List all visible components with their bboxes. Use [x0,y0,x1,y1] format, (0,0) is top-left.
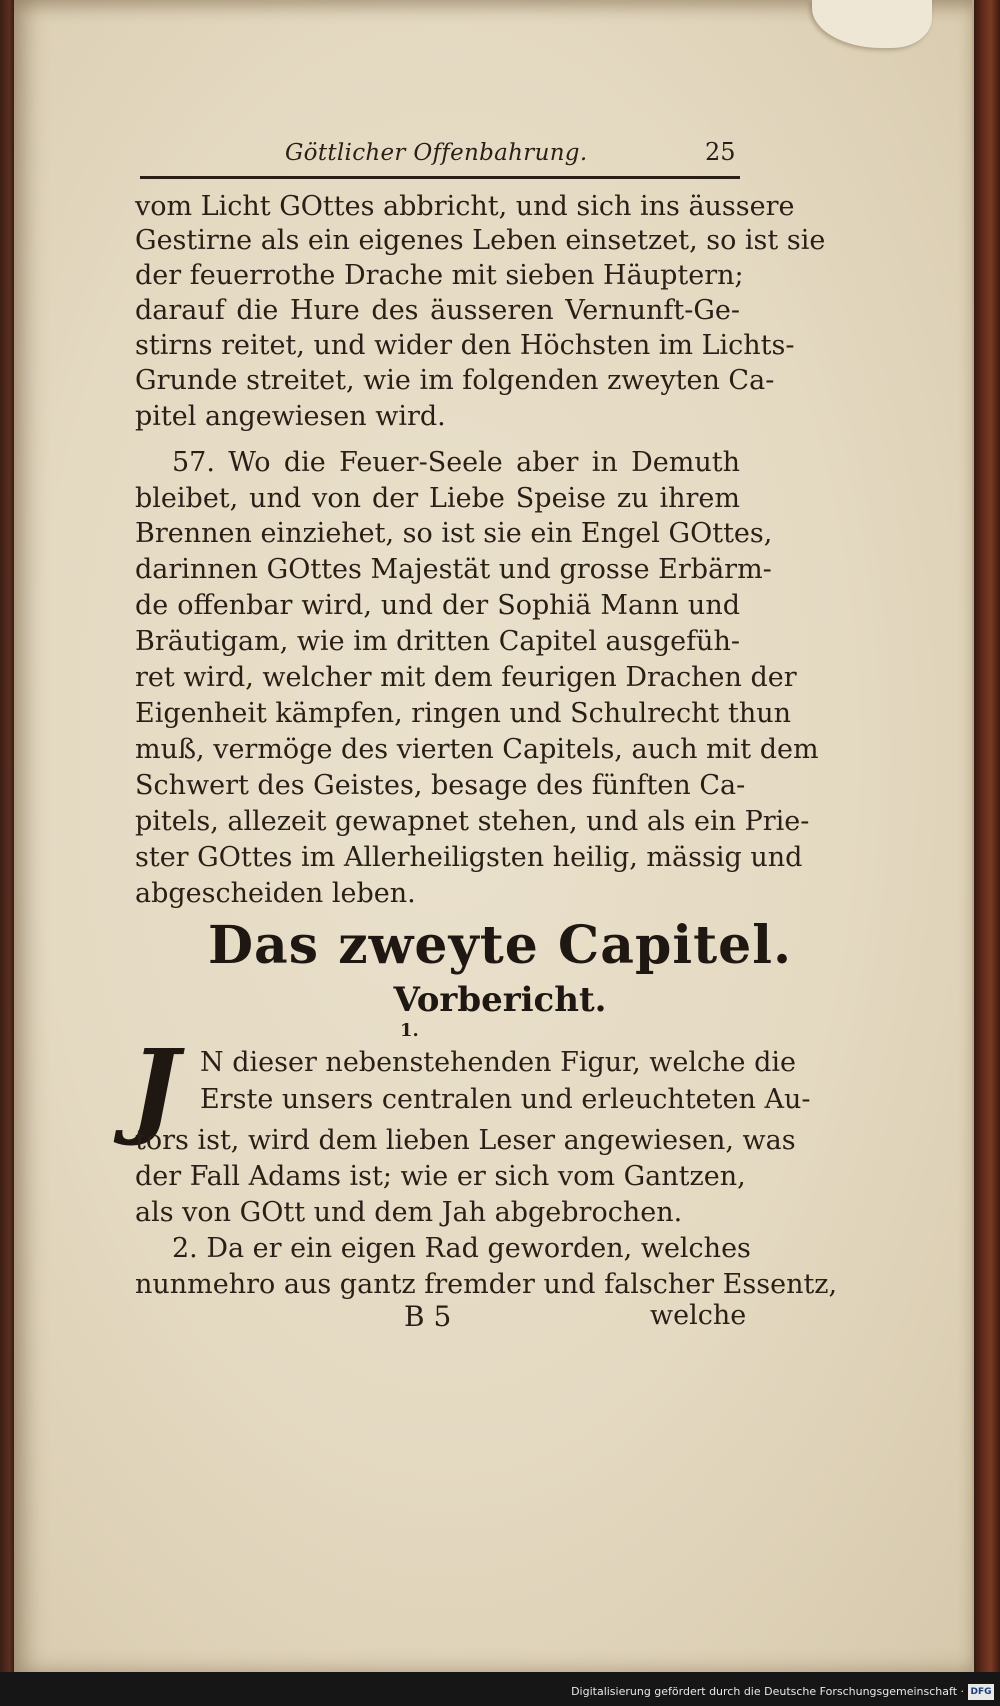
chapter-line: N dieser nebenstehenden Figur, welche die [200,1047,796,1078]
body-line: der feuerrothe Drache mit sieben Häuptern; [135,260,744,291]
section-number: 1. [400,1020,419,1041]
body-line: stirns reitet, und wider den Höchsten im Lichts- [135,330,795,361]
body-line: pitel angewiesen wird. [135,401,446,432]
body-line: ret wird, welcher mit dem feurigen Drachen der [135,662,797,693]
header-rule [140,176,740,179]
body-line: ster GOttes im Allerheiligsten heilig, mässig und [135,842,803,873]
body-line: Eigenheit kämpfen, ringen und Schulrecht thun [135,698,791,729]
body-line: muß, vermöge des vierten Capitels, auch mit dem [135,734,819,765]
body-line: de offenbar wird, und der Sophiä Mann und [135,590,740,621]
body-line: vom Licht GOttes abbricht, und sich ins äussere [135,191,795,222]
chapter-line: nunmehro aus gantz fremder und falscher Essentz, [135,1269,838,1300]
chapter-line: tors ist, wird dem lieben Leser angewiesen, was [135,1125,796,1156]
book-cover-edge [970,0,1000,1690]
chapter-line: 2. Da er ein eigen Rad geworden, welches [172,1233,751,1264]
catchword: welche [650,1300,747,1331]
body-line: abgescheiden leben. [135,878,416,909]
chapter-title: Das zweyte Capitel. [207,915,793,976]
body-line: pitels, allezeit gewapnet stehen, und als ein Prie- [135,806,810,837]
body-line: Schwert des Geistes, besage des fünften Ca- [135,770,746,801]
chapter-line: als von GOtt und dem Jah abgebrochen. [135,1197,683,1228]
digitization-credit: Digitalisierung gefördert durch die Deutsche Forschungsgemeinschaft · [571,1685,964,1698]
drop-cap: J [130,1026,180,1149]
chapter-line: Erste unsers centralen und erleuchteten Au- [200,1084,811,1115]
body-line: Brennen einziehet, so ist sie ein Engel GOttes, [135,518,773,549]
dfg-logo: DFG [968,1684,994,1700]
body-line: Bräutigam, wie im dritten Capitel ausgefüh- [135,626,740,657]
body-line: Grunde streitet, wie im folgenden zweyten Ca- [135,365,775,396]
body-line: bleibet, und von der Liebe Speise zu ihrem [135,483,740,514]
chapter-line: der Fall Adams ist; wie er sich vom Gantzen, [135,1161,746,1192]
page-curl [812,0,932,48]
page-number: 25 [705,138,736,166]
signature-mark: B 5 [404,1300,452,1333]
body-line: darinnen GOttes Majestät und grosse Erbärm- [135,554,772,585]
running-head: Göttlicher Offenbahrung. [285,140,588,166]
scanner-footer-band [0,1672,1000,1706]
body-line: Gestirne als ein eigenes Leben einsetzet, so ist sie [135,225,826,256]
chapter-subheading: Vorbericht. [393,980,607,1020]
body-line: darauf die Hure des äusseren Vernunft-Ge- [135,295,740,326]
body-line: 57. Wo die Feuer-Seele aber in Demuth [172,447,740,478]
